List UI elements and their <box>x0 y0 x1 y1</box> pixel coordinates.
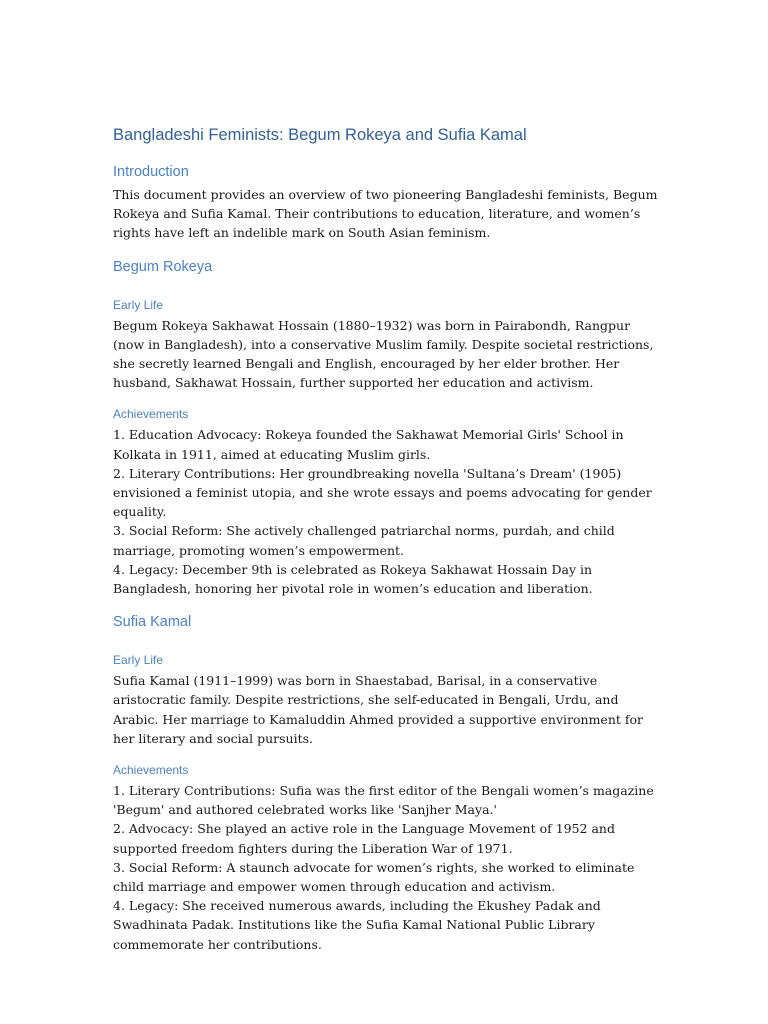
rokeya-achievement-item: 2. Literary Contributions: Her groundbreaking novella 'Sultana’s Dream' (1905) envisioned a feminist utopia, and she wrote essays and poems advocating for gender equality. <box>113 465 652 520</box>
section-spacer <box>113 598 658 612</box>
sufia-achievement-item: 3. Social Reform: A staunch advocate for women’s rights, she worked to eliminate child marriage and empower women through education and activism. <box>113 859 635 895</box>
rokeya-achievement-item: 3. Social Reform: She actively challenged patriarchal norms, purdah, and child marriage, promoting women’s empowerment. <box>113 523 615 558</box>
section-spacer <box>113 280 658 297</box>
introduction-heading: Introduction <box>113 164 189 180</box>
rokeya-heading: Begum Rokeya <box>113 258 213 275</box>
document-page <box>113 124 658 954</box>
sufia-achievements-heading: Achievements <box>113 763 189 778</box>
rokeya-achievement-item: 4. Legacy: December 9th is celebrated as Rokeya Sakhawat Hossain Day in Bangladesh, honoring her pivotal role in women’s education and liberation. <box>113 561 593 597</box>
sufia-early-life-heading: Early Life <box>113 653 164 668</box>
section-spacer <box>113 748 658 762</box>
rokeya-achievements-heading: Achievements <box>113 407 189 422</box>
section-spacer <box>113 243 658 257</box>
rokeya-early-life-heading: Early Life <box>113 297 164 312</box>
section-spacer <box>113 635 658 652</box>
sufia-achievement-item: 4. Legacy: She received numerous awards, including the Ekushey Padak and Swadhinata Padak. Institutions like the Sufia Kamal National Public Library commemorate her contributions. <box>113 898 601 952</box>
section-spacer <box>113 392 658 406</box>
sufia-achievement-item: 1. Literary Contributions: Sufia was the first editor of the Bengali women’s magazine 'Begum' and authored celebrated works like 'Sanjher Maya.' <box>113 783 654 818</box>
sufia-heading: Sufia Kamal <box>113 614 192 631</box>
document-title: Bangladeshi Feminists: Begum Rokeya and Sufia Kamal <box>113 126 527 144</box>
sufia-early-life-paragraph: Sufia Kamal (1911–1999) was born in Shaestabad, Barisal, in a conservative aristocratic family. Despite restrictions, she self-educated in Bengali, Urdu, and Arabic. Her marriage to Kamaluddin Ahmed provided a supportive environment for her literary and social pursuits. <box>113 673 643 746</box>
introduction-paragraph: This document provides an overview of two pioneering Bangladeshi feminists, Begum Rokeya and Sufia Kamal. Their contributions to education, literature, and women’s rights have left an indelible mark on South Asian feminism. <box>113 187 658 241</box>
rokeya-achievement-item: 1. Education Advocacy: Rokeya founded the Sakhawat Memorial Girls' School in Kolkata in 1911, aimed at educating Muslim girls. <box>113 427 624 462</box>
rokeya-early-life-paragraph: Begum Rokeya Sakhawat Hossain (1880–1932) was born in Pairabondh, Rangpur (now in Bangladesh), into a conservative Muslim family. Despite societal restrictions, she secretly learned Bengali and English, encouraged by her elder brother. Her husband, Sakhawat Hossain, further supported her education and activism. <box>113 317 654 391</box>
sufia-achievement-item: 2. Advocacy: She played an active role in the Language Movement of 1952 and supported freedom fighters during the Liberation War of 1971. <box>113 821 615 856</box>
